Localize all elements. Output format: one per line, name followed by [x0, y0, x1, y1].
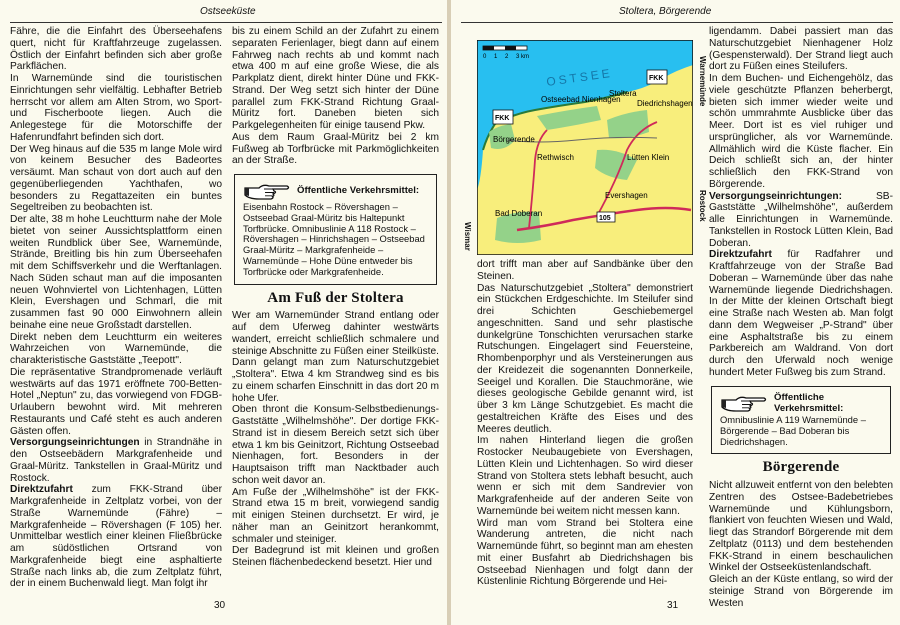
map-sea-label: OSTSEE — [545, 65, 614, 89]
running-header-right: Stoltera, Börgerende — [619, 6, 712, 17]
header-rule-left — [10, 22, 442, 23]
page-number-right: 31 — [667, 600, 679, 611]
right-column-1 — [477, 40, 693, 588]
paragraph: dort trifft man aber auf Sandbänke über den Steinen. — [477, 259, 693, 282]
pointing-hand-icon — [720, 392, 768, 414]
left-column-1 — [10, 26, 222, 590]
paragraph: Fähre, die die Einfahrt des Überseehafens quert, nicht für Kraftfahrzeuge zugelassen. Östlich der Einfahrt befinden sich aber große Parkflächen. — [10, 26, 222, 73]
paragraph: Wird man vom Strand bei Stoltera eine Wanderung antreten, die nicht nach Warnemünde führt, so beginnt man am ehesten mit einer Busfahrt ab Diedrichshagen bis Ostseebad Nienhagen und folgt dann der Küstenlinie Richtung Börgerende und Hei- — [477, 517, 693, 588]
paragraph: Oben thront die Konsum-Selbstbedienungs-Gaststätte „Wilhelmshöhe". Der dortige FKK-Strand ist in diesem Bereich setzt sich über etwa 1 km bis Geinitzort, Richtung Ostseebad Nienhagen, fort. Besonders in der Hauptsaison trifft man Nacktbader auch schon weit davor an. — [232, 404, 439, 486]
label-supplies: Versorgungseinrichtungen: — [709, 190, 843, 202]
box-text: Eisenbahn Rostock – Rövershagen – Ostseebad Graal-Müritz bis Haltepunkt Torfbrücke. Omnibuslinie A 118 Rostock – Rövershagen – Hinrichshagen – Ostseebad Graal-Müritz – Markgrafenheide – Warnemünde – Hohe Düne entweder bis Torfbrücke oder Markgrafenheide. — [243, 201, 425, 277]
paragraph: Am Fuße der „Wilhelmshöhe" ist der FKK-Strand etwa 15 m breit, vorwiegend sandig mit einigen Steinen durchsetzt. Er wird, je näher man an Geinitzort herankommt, schmaler und steiniger. — [232, 486, 439, 545]
map-place-label: Diedrichshagen — [637, 99, 693, 108]
map-stoltera — [477, 40, 693, 255]
header-rule-right — [461, 22, 893, 23]
section-heading: Am Fuß der Stoltera — [267, 289, 404, 306]
paragraph: Das Naturschutzgebiet „Stoltera" demonstriert ein Stückchen Erdgeschichte. Im Steilufer sind drei Schichten Geschiebemergel angeschnitten. Sand und sehr plastische dunkelgrüne Tonschichten verursachen starke Rutschungen. Eingelagert sind Feuersteine, Rhombenporphyr und als Versteinerungen aus der Kreidezeit die sogenannten Donnerkeile, Seeigel und Korallen. Die Stauchmoräne, wie dieses geologische Gebilde genannt wird, ist über 3 km Länge Schutzgebiet. Es macht die gestaltreichen Kräfte des Eises und des Meeres deutlich. — [477, 282, 693, 435]
map-place-label: Ostseebad Nienhagen — [541, 95, 621, 104]
svg-text:105: 105 — [599, 215, 611, 222]
paragraph: Gleich an der Küste entlang, so wird der steinige Strand von Börgerende im Westen — [709, 574, 893, 609]
public-transport-box — [711, 386, 891, 455]
paragraph: Der Badegrund ist mit kleinen und großen Steinen flächenbedeckend besetzt. Hier und — [232, 545, 439, 569]
map-place-label: Rethwisch — [537, 153, 574, 162]
label-supplies: Versorgungseinrichtungen — [10, 437, 140, 449]
box-title: Öffentliche Verkehrsmittel: — [297, 185, 420, 197]
page-number-left: 30 — [214, 600, 226, 611]
paragraph-supplies — [709, 191, 893, 250]
map-edge-label: Wismar — [463, 222, 472, 251]
paragraph: In dem Buchen- und Eichengehölz, das viele geschützte Pflanzen beherbergt, bieten sich immer wieder weite und schön ummrahmte Ausblicke über das Meer. Dort ist es viel ruhiger und ursprünglicher, als vor Warnemünde. Allmählich wird die Küste flacher. Ein Deich schließt sich an, der hinter schließlich den FKK-Strand von Börgerende. — [709, 73, 893, 190]
paragraph: Wer am Warnemünder Strand entlang oder auf dem Uferweg dahinter westwärts wandert, erreicht schließlich schmalere und steinige Abschnitte zu Füßen einer Steilküste. Dann gelangt man zum Naturschutzgebiet „Stoltera". Etwa 4 km Strandweg sind es bis zu einem scharfen Einschnitt in das dort 20 m hohe Ufer. — [232, 310, 439, 404]
map-place-label: Börgerende — [493, 135, 535, 144]
label-access: Direktzufahrt — [10, 484, 73, 496]
text-supplies: SB-Gaststätte „Wilhelmshöhe", außerdem alle Einrichtungen in Warnemünde. Tankstellen in Rostock Lütten Klein, Bad Doberan. — [709, 190, 893, 249]
section-heading: Börgerende — [762, 459, 840, 476]
box-header — [720, 392, 882, 416]
paragraph: Direkt neben dem Leuchtturm ein weiteres Wahrzeichen von Warnemünde, die charakteristische Gaststätte „Teepott". — [10, 331, 222, 366]
right-page — [451, 0, 900, 625]
paragraph-access — [10, 484, 222, 590]
scale-label: 3 km — [516, 54, 530, 60]
scale-label: 2 — [505, 54, 509, 60]
map-place-label: Evershagen — [605, 191, 648, 200]
paragraph: Aus dem Raum Graal-Müritz bei 2 km Fußweg ab Torfbrücke mit Parkmöglichkeiten an der Straße. — [232, 131, 439, 167]
paragraph-supplies — [10, 437, 222, 484]
map-edge-label: Rostock — [698, 190, 707, 222]
pointing-hand-icon — [243, 180, 291, 202]
scale-label: 1 — [494, 54, 498, 60]
text-supplies: in Strandnähe in den Ostseebädern Markgrafenheide und Graal-Müritz. Tankstellen in Graal-Müritz und Rostock. — [10, 437, 222, 484]
svg-text:FKK: FKK — [495, 115, 510, 122]
paragraph: Im nahen Hinterland liegen die großen Rostocker Neubaugebiete von Evershagen, Lütten Klein und Lichtenhagen. So wird dieser Strand von Stoltera stets lebhaft besucht, auch wenn er sich mit dem Sandrevier von Markgrafenheide auf der anderen Seite von Warnemünde bei weitem nicht messen kann. — [477, 435, 693, 517]
paragraph: ligendamm. Dabei passiert man das Naturschutzgebiet Nienhagener Holz (Gespensterwald). Der Strand liegt auch dort zu Füßen eines Steilufers. — [709, 26, 893, 73]
map-scale-bar — [483, 46, 527, 50]
svg-text:FKK: FKK — [649, 75, 664, 82]
text-access: für Radfahrer und Kraftfahrzeuge von der Straße Bad Doberan – Warnemünde über das nahe Warnemünde liegende Diedrichshagen. In der Mitte der kleinen Ortschaft biegt eine Straße nach Westen ab. Man folgt dann dem Wegweiser „P-Strand" über eine Asphaltstraße bis zu einem Parkbereich am Waldrand. Von dort durch den Uferwald noch wenige hundert Meter Fußweg bis zum Strand. — [709, 249, 893, 378]
road-number-badge — [597, 212, 615, 222]
box-title: Öffentliche Verkehrsmittel: — [774, 391, 844, 415]
paragraph: In Warnemünde sind die touristischen Einrichtungen sehr vielfältig. Lebhafter Betrieb herrscht vor allem am Alten Strom, wo Sport- und Fischerboote liegen. Auch die Anlegestege für die Motorschiffe der Hafenrundfahrt befinden sich dort. — [10, 73, 222, 143]
left-column-2 — [232, 26, 439, 569]
map-edge-label: Warnemünde — [698, 56, 707, 107]
right-column-2 — [709, 26, 893, 609]
label-access: Direktzufahrt — [709, 249, 772, 261]
text-access: zum FKK-Strand über Markgrafenheide in Zeltplatz vorbei, von der Straße Warnemünde (Fähre) – Markgrafenheide – Rövershagen (F 105) her. Unmittelbar westlich einer kleinen Fließbrücke am südöstlichen Ortsrand von Markgrafenheide biegt eine asphaltierte Straße nach links ab, die zum Zeltplatz führt, der in einem Buchenwald liegt. Man folgt ihr — [10, 484, 222, 590]
paragraph: bis zu einem Schild an der Zufahrt zu einem separaten Ferienlager, biegt dann auf einem Fahrweg nach rechts ab und kommt nach etwa 400 m auf eine große Wiese, die als Parkplatz dient, direkt hinter Düne und FKK-Strand. Der Weg setzt sich hinter der Düne parallel zum FKK-Strand Richtung Graal-Müritz fort. Daneben bieten sich Parkgelegenheiten für einige tausend Pkw. — [232, 26, 439, 131]
paragraph-access — [709, 249, 893, 378]
box-text: Omnibuslinie A 119 Warnemünde – Börgerende – Bad Doberan bis Diedrichshagen. — [720, 414, 866, 447]
fkk-marker — [647, 70, 667, 84]
paragraph: Der Weg hinaus auf die 535 m lange Mole wird von keinem Besucher des Badeortes versäumt. Man schaut von dort auch auf den gegenüberliegenden Yachthafen, wo besonders zu Regattazeiten ein buntes Segeltreiben zu beobachten ist. — [10, 143, 222, 214]
paragraph: Nicht allzuweit entfernt von den belebten Zentren des Ostsee-Badebetriebes Warnemünde und Kühlungsborn, flankiert von feuchten Wiesen und Wald, liegt das Strandorf Börgerende mit dem Zeltplatz (0113) und dem bestehenden FKK-Strand in einem beschaulichen Winkel der Ostseeküstenlandschaft. — [709, 480, 893, 574]
map-graphic — [477, 40, 693, 255]
map-place-label: Bad Doberan — [495, 209, 543, 218]
paragraph: Der alte, 38 m hohe Leuchtturm nahe der Mole bietet von seiner Aussichtsplattform einen weiten Rundblick über See, Warnemünde, Strände, Breitling bis hin zum Überseehafen mit dem Schiffsverkehr und die Werftanlagen. Nach Süden schaut man auf die imposanten neuen Wohnviertel von Lichtenhagen, Lütten Klein, Evershagen und Schmarl, die mit zusammen fast 90 000 Einwohnern allein beinahe eine neue Großstadt darstellen. — [10, 214, 222, 331]
left-page — [0, 0, 447, 625]
paragraph: Die repräsentative Strandpromenade verläuft westwärts auf das 1971 eröffnete 700-Betten-Hotel „Neptun" zu, das vorwiegend von FDGB-Urlaubern bewohnt wird. Mit mehreren Restaurants und Café steht es auch anderen Gästen offen. — [10, 366, 222, 437]
scale-label: 0 — [483, 54, 487, 60]
fkk-marker — [493, 110, 513, 124]
public-transport-box — [234, 174, 437, 285]
box-header — [243, 180, 428, 202]
running-header-left: Ostseeküste — [200, 6, 256, 17]
map-place-label: Lütten Klein — [627, 153, 670, 162]
map-place-label: Stoltera — [609, 89, 637, 98]
